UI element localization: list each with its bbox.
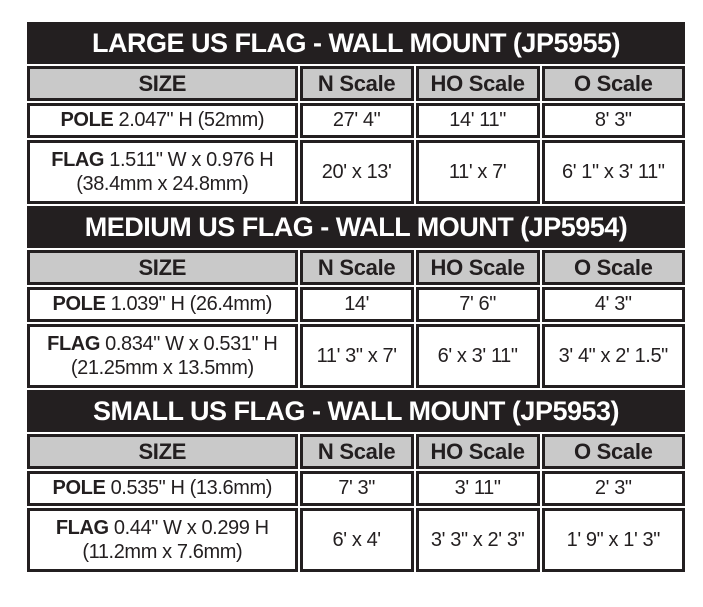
table-row-pole (27, 103, 685, 138)
pole-o-scale-cell: 4' 3" (542, 287, 685, 322)
table-title-row (27, 22, 685, 64)
row-size-value: 1.511" W x 0.976 H (109, 148, 274, 171)
pole-size-cell (27, 287, 298, 322)
flag-ho-scale-cell: 6' x 3' 11" (416, 324, 540, 388)
spec-table-medium (25, 204, 687, 390)
pole-o-scale-cell: 2' 3" (542, 471, 685, 506)
row-size-value: 2.047" H (52mm) (118, 109, 265, 131)
column-header-ho-scale: HO Scale (416, 434, 540, 469)
row-size-line2: (38.4mm x 24.8mm) (76, 172, 249, 195)
column-header-row (27, 250, 685, 285)
flag-n-scale-cell: 20' x 13' (300, 140, 414, 204)
pole-n-scale-cell: 7' 3" (300, 471, 414, 506)
row-size-line2: (11.2mm x 7.6mm) (82, 540, 243, 563)
pole-n-scale-cell: 27' 4" (300, 103, 414, 138)
flag-o-scale-cell: 6' 1" x 3' 11" (542, 140, 685, 204)
flag-n-scale-cell: 11' 3" x 7' (300, 324, 414, 388)
table-title-large: LARGE US FLAG - WALL MOUNT (JP5955) (27, 22, 685, 64)
row-label: POLE (52, 477, 106, 499)
row-size-value: 0.44" W x 0.299 H (113, 516, 269, 539)
row-label: FLAG (51, 148, 105, 171)
table-title-row (27, 206, 685, 248)
table-title-small: SMALL US FLAG - WALL MOUNT (JP5953) (27, 390, 685, 432)
flag-ho-scale-cell: 3' 3" x 2' 3" (416, 508, 540, 572)
row-label: POLE (60, 109, 114, 131)
row-label: POLE (52, 293, 106, 315)
column-header-n-scale: N Scale (300, 66, 414, 101)
row-size-line1 (32, 333, 293, 356)
pole-size-cell (27, 103, 298, 138)
row-size-value: 0.535" H (13.6mm) (110, 477, 273, 499)
flag-o-scale-cell: 1' 9" x 1' 3" (542, 508, 685, 572)
flag-n-scale-cell: 6' x 4' (300, 508, 414, 572)
pole-ho-scale-cell: 14' 11" (416, 103, 540, 138)
column-header-row (27, 66, 685, 101)
column-header-size: SIZE (27, 434, 298, 469)
pole-ho-scale-cell: 3' 11" (416, 471, 540, 506)
column-header-n-scale: N Scale (300, 250, 414, 285)
flag-size-cell (27, 324, 298, 388)
spec-sheet (25, 20, 687, 574)
table-row-pole (27, 471, 685, 506)
flag-size-cell (27, 508, 298, 572)
spec-table-large (25, 20, 687, 206)
pole-n-scale-cell: 14' (300, 287, 414, 322)
column-header-ho-scale: HO Scale (416, 66, 540, 101)
table-row-flag (27, 140, 685, 204)
column-header-size: SIZE (27, 250, 298, 285)
flag-size-cell (27, 140, 298, 204)
pole-ho-scale-cell: 7' 6" (416, 287, 540, 322)
row-label: FLAG (55, 516, 109, 539)
row-label: FLAG (47, 332, 100, 355)
column-header-size: SIZE (27, 66, 298, 101)
pole-size-cell (27, 471, 298, 506)
table-row-flag (27, 324, 685, 388)
spec-table-small (25, 388, 687, 574)
table-row-flag (27, 508, 685, 572)
pole-o-scale-cell: 8' 3" (542, 103, 685, 138)
column-header-ho-scale: HO Scale (416, 250, 540, 285)
row-size-value: 0.834" W x 0.531" H (105, 332, 278, 355)
table-title-medium: MEDIUM US FLAG - WALL MOUNT (JP5954) (27, 206, 685, 248)
row-size-line1 (32, 149, 293, 172)
table-row-pole (27, 287, 685, 322)
column-header-o-scale: O Scale (542, 66, 685, 101)
column-header-o-scale: O Scale (542, 434, 685, 469)
row-size-line2: (21.25mm x 13.5mm) (70, 356, 254, 379)
flag-ho-scale-cell: 11' x 7' (416, 140, 540, 204)
table-title-row (27, 390, 685, 432)
row-size-line1 (32, 517, 293, 540)
column-header-o-scale: O Scale (542, 250, 685, 285)
column-header-n-scale: N Scale (300, 434, 414, 469)
row-size-value: 1.039" H (26.4mm) (110, 293, 273, 315)
column-header-row (27, 434, 685, 469)
flag-o-scale-cell: 3' 4" x 2' 1.5" (542, 324, 685, 388)
